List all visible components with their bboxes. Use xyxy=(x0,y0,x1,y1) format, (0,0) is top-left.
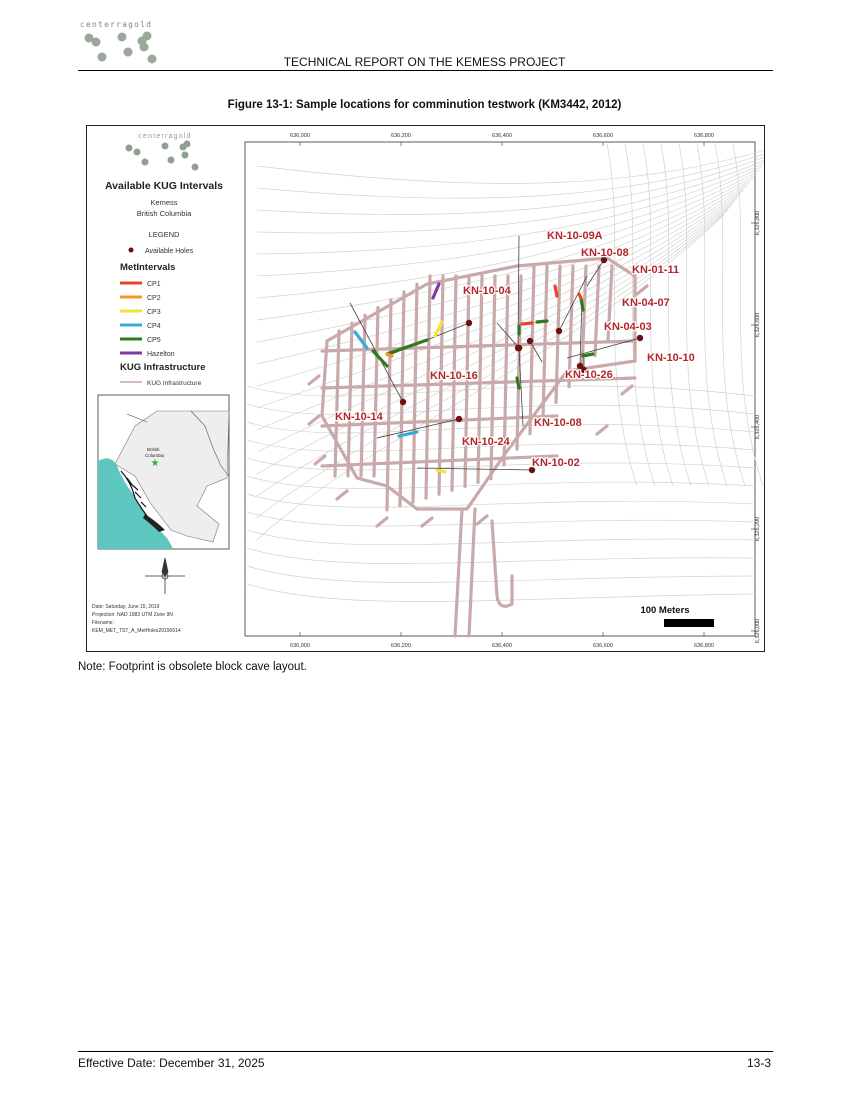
met-interval-segment xyxy=(581,298,583,310)
hole-label-kn-10-08: KN-10-08 xyxy=(534,417,582,429)
x-tick-label: 636,200 xyxy=(391,643,411,649)
met-interval-segment xyxy=(387,354,392,356)
project-location-star-icon: ★ xyxy=(150,458,160,469)
x-tick-label: 636,400 xyxy=(492,643,512,649)
hole-label-kn-01-11: KN-01-11 xyxy=(632,264,680,276)
interval-label: CP1 xyxy=(147,281,161,288)
hole-collar-dot xyxy=(456,416,462,422)
scale-bar xyxy=(664,619,714,627)
interval-label: CP4 xyxy=(147,323,161,330)
page-number: 13-3 xyxy=(746,1056,771,1070)
met-interval-segment xyxy=(517,378,519,388)
hole-label-kn-10-04: KN-10-04 xyxy=(463,285,511,297)
y-tick-label: 6,326,600 xyxy=(755,312,761,338)
interval-label: CP5 xyxy=(147,337,161,344)
y-tick-label: 6,326,800 xyxy=(755,210,761,236)
inset-label-2: Columbia xyxy=(145,453,165,458)
hole-collar-dot xyxy=(516,345,522,351)
x-tick-label: 636,800 xyxy=(694,643,714,649)
hole-label-kn-10-26: KN-10-26 xyxy=(565,369,613,381)
legend-subtitle-2: British Columbia xyxy=(136,209,192,218)
map-figure-svg xyxy=(87,126,764,651)
met-interval-segment xyxy=(437,470,445,472)
hole-dot-icon xyxy=(129,248,134,253)
legend-logo-wordmark: centerragold xyxy=(138,133,192,140)
hole-label-kn-10-24: KN-10-24 xyxy=(462,436,510,448)
x-tick-label: 636,000 xyxy=(290,133,310,139)
met-interval-segment xyxy=(579,294,581,298)
x-tick-label: 636,600 xyxy=(593,133,613,139)
hole-label-kn-10-14: KN-10-14 xyxy=(335,411,383,423)
interval-legend xyxy=(120,281,175,358)
x-tick-label: 636,200 xyxy=(391,133,411,139)
y-tick-label: 6,326,400 xyxy=(755,414,761,440)
hole-label-kn-04-07: KN-04-07 xyxy=(622,297,670,309)
hole-collar-dot xyxy=(556,328,562,334)
metintervals-heading: MetIntervals xyxy=(120,262,176,273)
y-tick-label: 6,326,200 xyxy=(755,516,761,542)
hole-label-kn-10-02: KN-10-02 xyxy=(532,457,580,469)
logo-wordmark: centerragold xyxy=(80,20,153,29)
hole-collar-dot xyxy=(466,320,472,326)
figure-note: Note: Footprint is obsolete block cave layout. xyxy=(78,661,307,673)
x-tick-label: 636,800 xyxy=(694,133,714,139)
footer-divider xyxy=(78,1051,773,1052)
interval-label: Hazelton xyxy=(147,351,175,358)
infra-heading: KUG Infrastructure xyxy=(120,362,206,373)
report-title: TECHNICAL REPORT ON THE KEMESS PROJECT xyxy=(283,55,566,69)
filename-label: Filename: xyxy=(92,620,114,626)
hole-label-kn-04-03: KN-04-03 xyxy=(604,321,652,333)
hole-collar-dot xyxy=(527,338,533,344)
infra-label: KUG Infrastructure xyxy=(147,380,202,387)
inset-locator-map xyxy=(98,395,229,549)
legend-heading: LEGEND xyxy=(148,230,180,239)
scale-bar-label: 100 Meters xyxy=(640,605,690,616)
x-tick-label: 636,000 xyxy=(290,643,310,649)
north-arrow-icon xyxy=(145,558,185,594)
hole-label-kn-10-16: KN-10-16 xyxy=(430,370,478,382)
legend-title: Available KUG Intervals xyxy=(104,180,224,192)
hole-collar-dot xyxy=(400,399,406,405)
interval-label: CP2 xyxy=(147,295,161,302)
map-figure xyxy=(86,125,765,652)
date-line: Date: Saturday, June 15, 2019 xyxy=(92,604,160,610)
met-interval-segment xyxy=(583,354,593,356)
map-panel xyxy=(245,133,764,649)
filename-value: KEM_MET_TST_A_MetHoles20190614 xyxy=(92,628,181,634)
legend-holes-label: Available Holes xyxy=(145,248,194,255)
y-tick-label: 6,326,000 xyxy=(755,618,761,644)
inset-label-1: British xyxy=(147,447,160,452)
hole-label-kn-10-09a: KN-10-09A xyxy=(547,230,603,242)
projection-line: Projection: NAD 1983 UTM Zone 9N xyxy=(92,612,173,618)
legend-panel xyxy=(92,133,229,634)
x-tick-label: 636,600 xyxy=(593,643,613,649)
legend-logo-icon xyxy=(126,141,199,171)
hole-label-kn-10-08: KN-10-08 xyxy=(581,247,629,259)
met-interval-segment xyxy=(522,323,532,324)
met-interval-segment xyxy=(555,286,557,296)
effective-date: Effective Date: December 31, 2025 xyxy=(78,1056,265,1070)
met-interval-segment xyxy=(537,321,547,322)
interval-label: CP3 xyxy=(147,309,161,316)
figure-caption: Figure 13-1: Sample locations for comminution testwork (KM3442, 2012) xyxy=(227,99,622,111)
x-tick-label: 636,400 xyxy=(492,133,512,139)
header-divider xyxy=(78,70,773,71)
legend-subtitle-1: Kemess xyxy=(150,198,178,207)
hole-collar-dot xyxy=(637,335,643,341)
hole-label-kn-10-10: KN-10-10 xyxy=(647,352,695,364)
